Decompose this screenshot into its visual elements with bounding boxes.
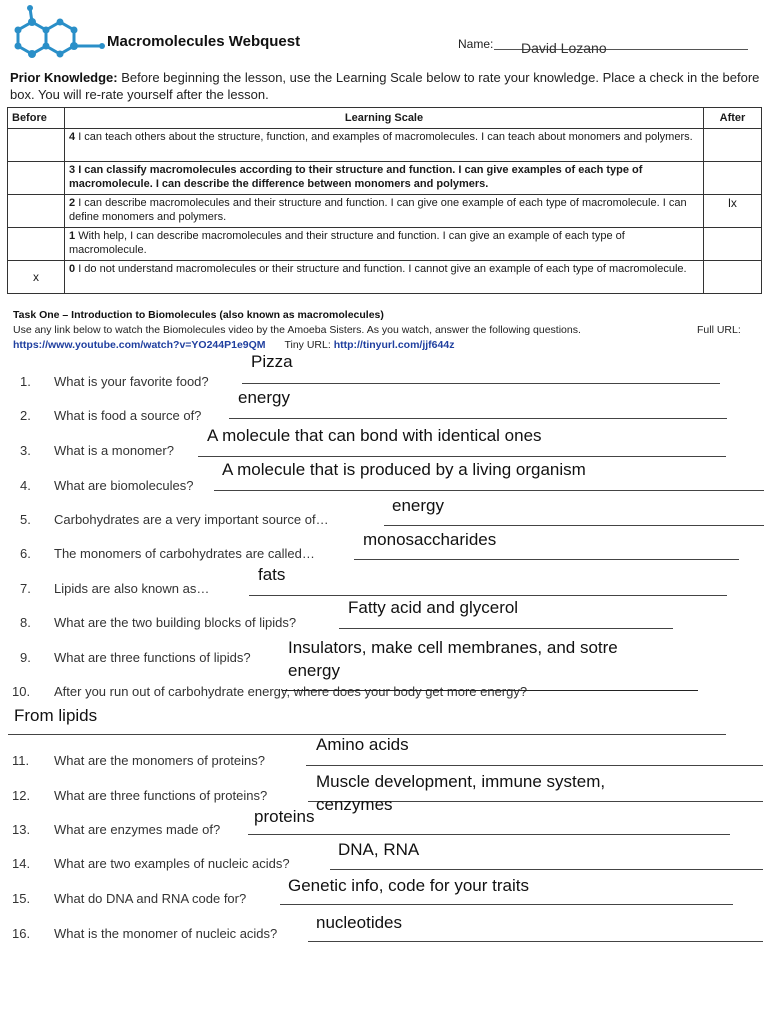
prior-knowledge-text: Before beginning the lesson, use the Learning Scale below to rate your knowledge. Place a check in the before box. You will re-rate yourself after the lesson. — [10, 70, 760, 102]
strikethrough-line — [282, 690, 698, 691]
before-checkbox[interactable]: x — [8, 261, 65, 294]
answer-line — [248, 834, 730, 835]
scale-description — [65, 228, 704, 261]
answer-line — [330, 869, 763, 870]
scale-text: I can describe macromolecules and their structure and function. I can give one example of each type of macromolecule. I can define monomers and polymers. — [69, 197, 687, 223]
question-text: What do DNA and RNA code for? — [54, 891, 247, 906]
answer-line — [214, 490, 764, 491]
after-checkbox[interactable] — [704, 228, 762, 261]
answer-line — [306, 765, 763, 766]
answer-text[interactable]: energy — [238, 388, 290, 407]
question-number: 1. — [20, 374, 31, 389]
question-number: 5. — [20, 512, 31, 527]
prior-knowledge — [10, 69, 760, 103]
table-row — [8, 228, 762, 261]
molecule-logo-icon — [10, 4, 106, 70]
before-header: Before — [8, 108, 65, 129]
question-text: What is the monomer of nucleic acids? — [54, 926, 278, 941]
answer-text[interactable]: Genetic info, code for your traits — [288, 876, 529, 895]
learning-scale-header: Learning Scale — [65, 108, 704, 129]
scale-level: 4 — [69, 131, 76, 143]
table-row — [8, 129, 762, 162]
full-url-link[interactable]: https://www.youtube.com/watch?v=YO244P1e9QM — [13, 339, 266, 351]
scale-description — [65, 195, 704, 228]
answer-text[interactable]: proteins — [254, 807, 315, 826]
page-cut — [0, 298, 768, 304]
table-row — [8, 261, 762, 294]
answer-text[interactable]: DNA, RNA — [338, 840, 420, 859]
url-line — [13, 339, 454, 351]
table-header-row — [8, 108, 762, 129]
tiny-url-link[interactable]: http://tinyurl.com/jjf644z — [333, 339, 455, 351]
scale-description — [65, 162, 704, 195]
table-row — [8, 195, 762, 228]
answer-text[interactable]: A molecule that can bond with identical ones — [207, 426, 542, 445]
question-text: What is food a source of? — [54, 408, 202, 423]
question-text: What are three functions of lipids? — [54, 650, 251, 665]
answer-line — [242, 383, 720, 384]
scale-description — [65, 261, 704, 294]
task-title: Task One – Introduction to Biomolecules (also known as macromolecules) — [13, 309, 384, 321]
answer-text[interactable]: Amino acids — [316, 735, 409, 754]
full-url-label: Full URL: — [697, 324, 741, 336]
scale-description — [65, 129, 704, 162]
answer-text[interactable]: Pizza — [251, 352, 293, 371]
prior-knowledge-label: Prior Knowledge: — [10, 70, 118, 85]
tiny-url-label: Tiny URL: — [284, 339, 331, 351]
name-field[interactable]: David Lozano — [521, 40, 607, 56]
after-header: After — [704, 108, 762, 129]
answer-text[interactable]: monosaccharides — [363, 530, 497, 549]
scale-text: I can classify macromolecules according to their structure and function. I can give examples of each type of macromolecule. I can describe the difference between monomers and polymers. — [69, 164, 643, 190]
answer-line — [229, 418, 727, 419]
question-text: What are the monomers of proteins? — [54, 753, 265, 768]
question-text: The monomers of carbohydrates are called… — [54, 546, 315, 561]
question-text: What are biomolecules? — [54, 478, 194, 493]
after-checkbox[interactable] — [704, 162, 762, 195]
question-text: Carbohydrates are a very important source of… — [54, 512, 329, 527]
answer-text-continued[interactable]: cenzymes — [316, 795, 393, 814]
question-text: What are three functions of proteins? — [54, 788, 268, 803]
scale-level: 1 — [69, 230, 76, 242]
name-label: Name: — [458, 37, 494, 51]
answer-text[interactable]: Fatty acid and glycerol — [348, 598, 519, 617]
question-number: 8. — [20, 615, 31, 630]
question-number: 12. — [12, 788, 31, 803]
answer-line — [339, 628, 673, 629]
question-number: 2. — [20, 408, 31, 423]
answer-line — [308, 941, 763, 942]
task-description: Use any link below to watch the Biomolecules video by the Amoeba Sisters. As you watch, answer the following questions. — [13, 324, 581, 336]
before-checkbox[interactable] — [8, 228, 65, 261]
scale-level: 3 — [69, 164, 76, 176]
question-number: 15. — [12, 891, 31, 906]
answer-text[interactable]: fats — [258, 565, 286, 584]
answer-line — [280, 904, 733, 905]
question-text: What are two examples of nucleic acids? — [54, 856, 290, 871]
question-text: After you run out of carbohydrate energy, where does your body get more energy? — [54, 684, 528, 699]
question-text: What is a monomer? — [54, 443, 174, 458]
scale-text: With help, I can describe macromolecules and their structure and function. I can give an example of each type of macromolecule. — [69, 230, 625, 256]
page-title: Macromolecules Webquest — [107, 33, 301, 50]
question-number: 3. — [20, 443, 31, 458]
scale-text: I can teach others about the structure, function, and examples of macromolecules. I can teach about monomers and polymers. — [78, 131, 693, 143]
answer-line — [354, 559, 739, 560]
question-number: 14. — [12, 856, 31, 871]
answer-text[interactable]: nucleotides — [316, 913, 403, 932]
scale-level: 2 — [69, 197, 76, 209]
after-checkbox[interactable]: lx — [704, 195, 762, 228]
before-checkbox[interactable] — [8, 129, 65, 162]
question-text: What is your favorite food? — [54, 374, 209, 389]
after-checkbox[interactable] — [704, 261, 762, 294]
before-checkbox[interactable] — [8, 162, 65, 195]
question-number: 7. — [20, 581, 31, 596]
answer-text-continued[interactable]: energy — [288, 661, 340, 680]
after-checkbox[interactable] — [704, 129, 762, 162]
question-number: 9. — [20, 650, 31, 665]
answer-text[interactable]: A molecule that is produced by a living organism — [222, 460, 586, 479]
question-number: 10. — [12, 684, 31, 699]
answer-line — [198, 456, 726, 457]
question-text: What are enzymes made of? — [54, 822, 221, 837]
question-text: What are the two building blocks of lipids? — [54, 615, 297, 630]
learning-scale-table — [7, 107, 762, 294]
answer-text[interactable]: Muscle development, immune system, — [316, 772, 606, 791]
table-row — [8, 162, 762, 195]
question-number: 6. — [20, 546, 31, 561]
question-text: Lipids are also known as… — [54, 581, 210, 596]
answer-text[interactable]: From lipids — [14, 706, 98, 725]
scale-text: I do not understand macromolecules or their structure and function. I cannot give an example of each type of macromolecule. — [78, 263, 687, 275]
question-number: 11. — [12, 753, 30, 768]
answer-line — [384, 525, 764, 526]
answer-line — [249, 595, 727, 596]
scale-level: 0 — [69, 263, 76, 275]
question-number: 13. — [12, 822, 31, 837]
question-number: 16. — [12, 926, 31, 941]
before-checkbox[interactable] — [8, 195, 65, 228]
answer-text[interactable]: energy — [392, 496, 444, 515]
question-number: 4. — [20, 478, 31, 493]
answer-text[interactable]: Insulators, make cell membranes, and sotre — [288, 638, 618, 657]
